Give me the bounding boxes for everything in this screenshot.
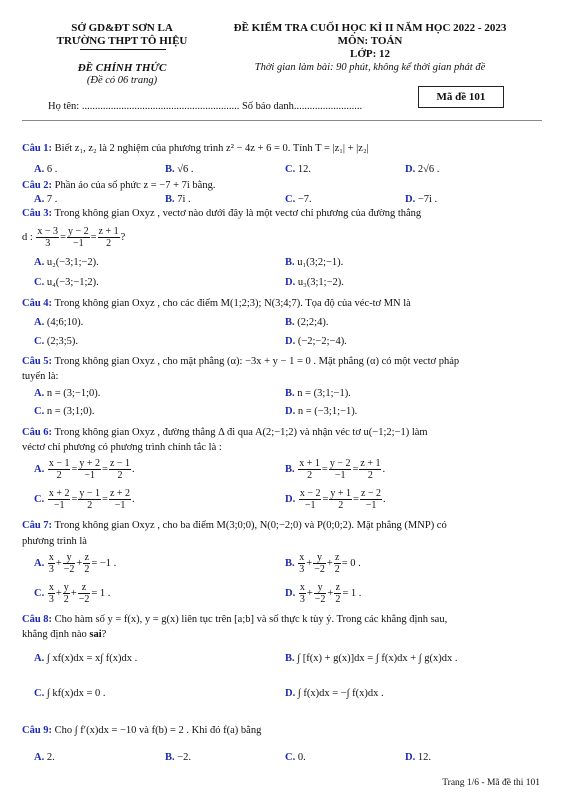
q2-option-d[interactable] [405,193,437,206]
q8-option-b[interactable] [285,652,458,665]
option-letter: D. [285,688,296,699]
option-letter: D. [285,493,296,505]
option-letter: A. [34,653,45,664]
option-letter: B. [285,557,295,569]
q7-option-a[interactable]: A. $\frac{x}{3}$ + $\frac{y}{-2}$ + $\frac{z}{2}$ = −1 . [34,552,117,575]
q4-option-b[interactable] [285,316,328,329]
q9-option-c[interactable] [285,751,306,764]
option-text: n = (3;1;0). [46,406,95,417]
q3-option-a[interactable] [34,256,99,269]
q7-option-d[interactable]: D. $\frac{x}{3}$ + $\frac{y}{-2}$ + $\frac{z}{2}$ = 1 . [285,582,362,605]
option-text: −2. [177,752,192,763]
question-label: Câu 6: [22,427,53,438]
question-5 [22,355,542,368]
option-text: ∫ xf(x)dx = x∫ f(x)dx . [46,653,138,664]
option-letter: C. [34,336,45,347]
question-text: Trong không gian Oxyz , cho mặt phẳng (α): −3x + y − 1 = 0 . Mặt phẳng (α) có một vectơ pháp [54,356,460,367]
q6-option-b[interactable]: B. $\frac{x + 1}{2}$ = $\frac{y - 2}{-1}$ = $\frac{z + 1}{2}$ . [285,458,386,481]
question-7-cont [22,535,542,548]
option-letter: B. [285,257,295,268]
q9-option-b[interactable] [165,751,191,764]
question-label: Câu 2: [22,180,53,191]
option-text: ∫ kf(x)dx = 0 . [46,688,106,699]
q9-option-a[interactable] [34,751,55,764]
option-letter: B. [165,194,175,205]
question-5-cont [22,370,542,383]
q2-option-b[interactable] [165,193,191,206]
exam-code-box [418,86,504,108]
question-text: tuyến là: [22,371,59,382]
q8-option-c[interactable] [34,687,106,700]
option-text: u₃(3;1;−2). [297,277,344,288]
option-letter: C. [285,752,296,763]
option-text: u₄(−3;−1;2). [46,277,99,288]
q8-option-a[interactable] [34,652,137,665]
q3-option-c[interactable] [34,276,99,289]
question-text: ? [101,629,107,640]
option-letter: A. [34,557,45,569]
school-name: TRƯỜNG THPT TÔ HIỆU [56,35,188,47]
question-4 [22,297,542,310]
question-label: Câu 7: [22,520,53,531]
option-letter: A. [34,164,45,175]
option-letter: B. [285,317,295,328]
option-letter: A. [34,752,45,763]
option-text: ∫ [f(x) + g(x)]dx = ∫ f(x)dx + ∫ g(x)dx . [297,653,458,664]
q3-option-d[interactable] [285,276,344,289]
divider [80,49,166,50]
exam-code: Mã đề 101 [436,91,486,103]
q2-option-c[interactable] [285,193,312,206]
option-letter: B. [285,388,295,399]
option-letter: D. [285,587,296,599]
question-emphasis: sai [89,629,102,640]
option-text: u₁(3;2;−1). [297,257,344,268]
candidate-info-line: Họ tên: ............................................................ Số báo danh.......................... [48,101,363,112]
option-letter: A. [34,317,45,328]
question-text: Phần ảo của số phức z = −7 + 7i bằng. [54,180,216,191]
q5-option-c[interactable] [34,405,94,418]
official-label: ĐỀ CHÍNH THỨC [77,62,167,74]
option-letter: D. [285,336,296,347]
q3-option-b[interactable] [285,256,343,269]
option-letter: D. [405,164,416,175]
option-letter: C. [285,194,296,205]
question-7 [22,519,542,532]
option-letter: C. [34,587,45,599]
option-letter: D. [405,194,416,205]
question-9 [22,724,542,737]
option-letter: C. [34,277,45,288]
option-letter: A. [34,388,45,399]
line-name: d : [22,231,33,243]
option-letter: B. [285,653,295,664]
question-6 [22,426,542,439]
q4-option-c[interactable] [34,335,78,348]
question-text: véctơ chỉ phương có phương trình chính tắc là : [22,442,222,453]
option-text: (2;3;5). [46,336,79,347]
option-text: 6 . [46,164,58,175]
q6-option-c[interactable]: C. $\frac{x + 2}{-1}$ = $\frac{y - 1}{2}$ = $\frac{z + 2}{-1}$ . [34,488,135,511]
page-footer: Trang 1/6 - Mã đề thi 101 [442,778,540,788]
exam-grade: LỚP: 12 [349,48,391,60]
question-2 [22,179,542,192]
option-text: 0. [297,752,306,763]
exam-subject: MÔN: TOÁN [337,35,403,47]
question-8-cont [22,628,542,641]
question-8 [22,613,542,626]
option-letter: D. [405,752,416,763]
question-text: Trong không gian Oxyz , đường thẳng Δ đi qua A(2;−1;2) và nhận véc tơ u(−1;2;−1) làm [54,427,428,438]
q9-option-d[interactable] [405,751,431,764]
q4-option-d[interactable] [285,335,347,348]
question-label: Câu 1: [22,143,53,154]
option-letter: B. [165,164,175,175]
option-letter: C. [34,493,45,505]
option-text: n = (3;−1;0). [46,388,101,399]
option-text: 7i . [177,194,191,205]
q1-option-d[interactable] [405,163,439,176]
option-text: −7i . [417,194,438,205]
option-text: 2. [46,752,55,763]
question-text: phương trình là [22,536,87,547]
option-letter: B. [285,463,295,475]
option-letter: C. [285,164,296,175]
q7-option-c[interactable]: C. $\frac{x}{3}$ + $\frac{y}{2}$ + $\frac{z}{-2}$ = 1 . [34,582,111,605]
option-text: 12. [417,752,431,763]
q2-option-a[interactable] [34,193,57,206]
q5-option-b[interactable] [285,387,351,400]
option-text: n = (−3;1;−1). [297,406,358,417]
question-text: Cho ∫ f′(x)dx = −10 và f(b) = 2 . Khi đó f(a) bằng [54,725,262,736]
question-6-cont [22,441,542,454]
question-text: Trong không gian Oxyz , cho ba điểm M(3;0;0), N(0;−2;0) và P(0;0;2). Mặt phẳng (MNP) có [54,520,447,531]
option-letter: D. [285,406,296,417]
question-label: Câu 9: [22,725,53,736]
exam-title: ĐỀ KIỂM TRA CUỐI HỌC KÌ II NĂM HỌC 2022 - 2023 [233,22,507,34]
option-text: 12. [297,164,311,175]
option-letter: A. [34,194,45,205]
question-text: Cho hàm số y = f(x), y = g(x) liên tục trên [a;b] và số thực k tùy ý. Trong các khẳng định sau, [54,614,448,625]
q8-option-d[interactable] [285,687,384,700]
q7-option-b[interactable]: B. $\frac{x}{3}$ + $\frac{y}{-2}$ + $\frac{z}{2}$ = 0 . [285,552,361,575]
option-text: 7 . [46,194,58,205]
option-text: (−2;−2;−4). [297,336,347,347]
option-text: n = (3;1;−1). [297,388,351,399]
question-text: Trong không gian Oxyz , vectơ nào dưới đây là một vectơ chỉ phương của đường thẳng [54,208,422,219]
option-text: u₂(−3;1;−2). [46,257,99,268]
q3-line-equation: d : $\frac{x - 3}{3}$ = $\frac{y - 2}{-1}$ = $\frac{z + 1}{2}$ ? [22,226,126,249]
question-label: Câu 4: [22,298,53,309]
header-rule [22,120,542,121]
q1-option-c[interactable] [285,163,311,176]
option-text: (2;2;4). [297,317,329,328]
time-limit: Thời gian làm bài: 90 phút, không kể thời gian phát đề [254,62,486,73]
q1-option-b[interactable] [165,163,194,176]
question-text: Trong không gian Oxyz , cho các điểm M(1;2;3); N(3;4;7). Tọa độ của véc-tơ MN là [54,298,411,309]
department-name: SỞ GD&ĐT SƠN LA [71,22,173,34]
question-label: Câu 3: [22,208,53,219]
question-label: Câu 8: [22,614,53,625]
option-letter: B. [165,752,175,763]
option-letter: D. [285,277,296,288]
q4-option-a[interactable] [34,316,83,329]
page-count: (Đề có 06 trang) [86,75,158,86]
question-text: khẳng định nào [22,629,90,640]
option-letter: A. [34,463,45,475]
option-letter: A. [34,257,45,268]
option-text: −7. [297,194,312,205]
option-letter: C. [34,688,45,699]
q6-option-d[interactable]: D. $\frac{x - 2}{-1}$ = $\frac{y + 1}{2}$ = $\frac{z - 2}{-1}$ . [285,488,386,511]
question-1 [22,142,542,155]
option-text: √6 . [177,164,194,175]
option-text: 2√6 . [417,164,440,175]
option-text: ∫ f(x)dx = −∫ f(x)dx . [297,688,384,699]
q5-option-d[interactable] [285,405,357,418]
question-label: Câu 5: [22,356,53,367]
option-letter: C. [34,406,45,417]
option-text: (4;6;10). [46,317,84,328]
question-text: Biết z₁, z₂ là 2 nghiệm của phương trình z² − 4z + 6 = 0. Tính T = |z₁| + |z₂| [54,143,369,154]
q1-option-a[interactable] [34,163,57,176]
q6-option-a[interactable]: A. $\frac{x - 1}{2}$ = $\frac{y + 2}{-1}$ = $\frac{z - 1}{2}$ . [34,458,135,481]
question-3 [22,207,542,220]
q5-option-a[interactable] [34,387,100,400]
